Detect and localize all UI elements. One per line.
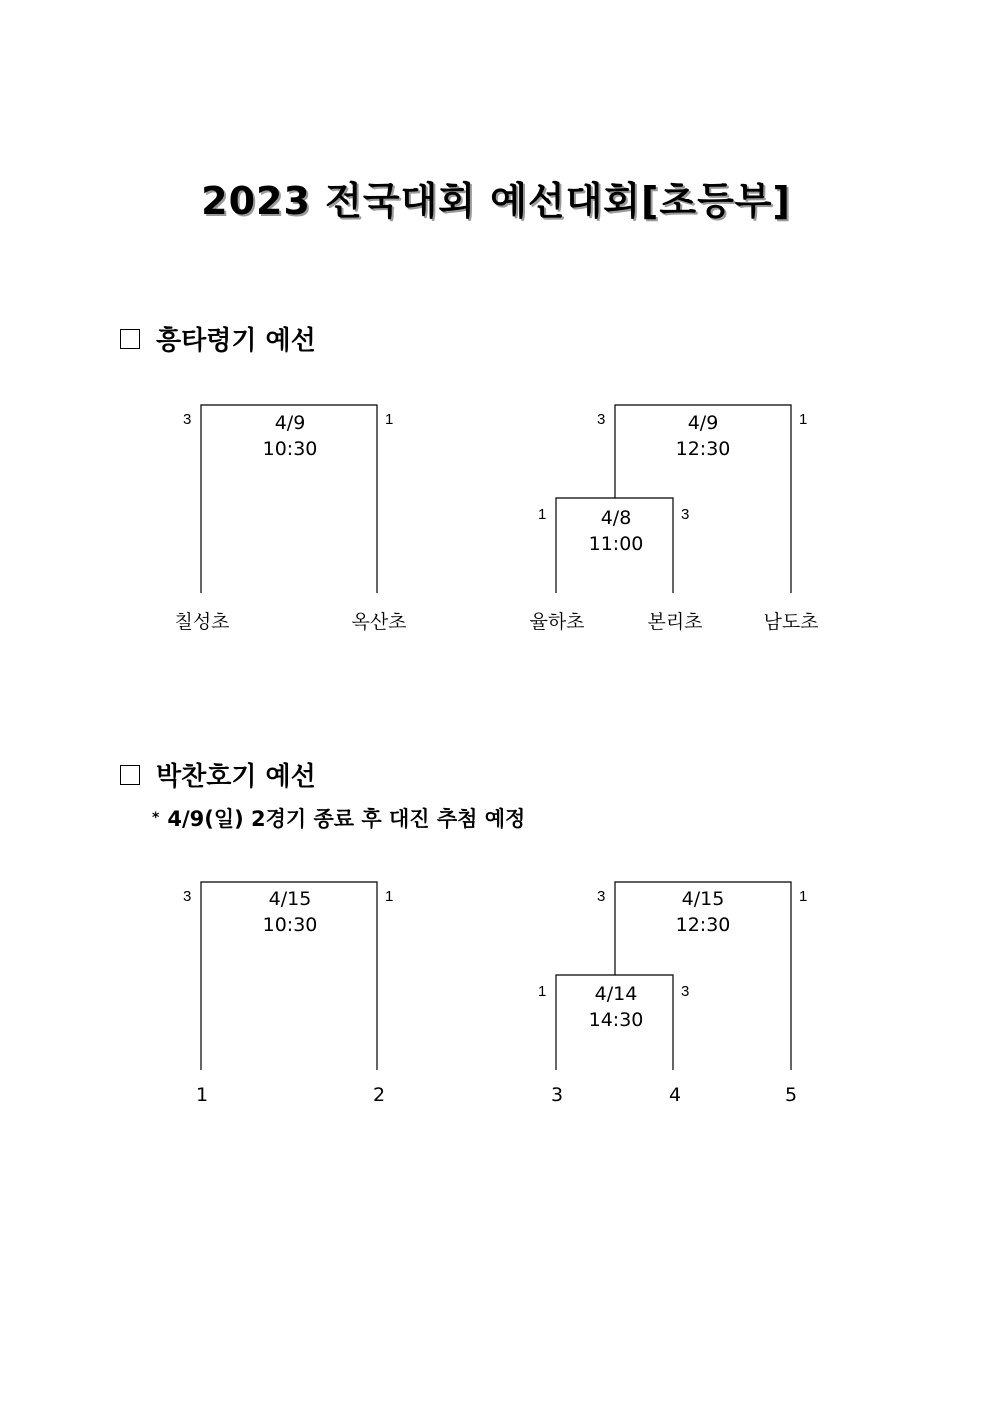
match-time: 12:30 (675, 438, 731, 460)
asterisk-icon: * (152, 810, 160, 826)
score-s2-semi-right: 3 (681, 983, 690, 1000)
score-s2-final-right: 1 (799, 888, 808, 905)
match-s2-final (653, 886, 753, 938)
document-title: 2023 전국대회 예선대회[초등부] (201, 179, 791, 223)
team-label: 1 (195, 1084, 209, 1106)
match-date: 4/9 (274, 412, 306, 434)
match-time: 10:30 (262, 438, 318, 460)
match-date: 4/15 (681, 888, 725, 910)
section-heading-2 (120, 756, 316, 793)
match-time: 10:30 (262, 914, 318, 936)
match-time: 11:00 (588, 533, 644, 555)
section-heading-1 (120, 320, 316, 357)
match-s1-left (240, 410, 340, 462)
team-label: 5 (784, 1084, 798, 1106)
score-s2-left-right: 1 (385, 888, 394, 905)
team-label: 2 (372, 1084, 386, 1106)
score-s1-final-right: 1 (799, 411, 808, 428)
score-s1-semi-left: 1 (538, 506, 547, 523)
team-label: 옥산초 (351, 611, 407, 633)
team-label: 칠성초 (174, 611, 230, 633)
team-label: 4 (668, 1084, 682, 1106)
section-heading-1-text: 흥타령기 예선 (156, 326, 316, 356)
match-s2-left (240, 886, 340, 938)
match-time: 12:30 (675, 914, 731, 936)
match-date: 4/9 (687, 412, 719, 434)
match-s1-final (653, 410, 753, 462)
team-label: 율하초 (529, 611, 585, 633)
team-label: 본리초 (647, 611, 703, 633)
section-heading-2-text: 박찬호기 예선 (156, 762, 316, 792)
section-note (152, 803, 525, 833)
score-s1-left-right: 1 (385, 411, 394, 428)
match-date: 4/15 (268, 888, 312, 910)
team-label: 남도초 (763, 611, 819, 633)
score-s1-left-left: 3 (183, 411, 192, 428)
match-time: 14:30 (588, 1009, 644, 1031)
team-label: 3 (550, 1084, 564, 1106)
section-note-text: 4/9(일) 2경기 종료 후 대진 추첨 예정 (167, 807, 526, 831)
score-s2-semi-left: 1 (538, 983, 547, 1000)
match-date: 4/8 (600, 507, 632, 529)
score-s1-final-left: 3 (597, 411, 606, 428)
match-s2-semi (566, 981, 666, 1033)
checkbox-square-icon (120, 765, 140, 785)
score-s2-left-left: 3 (183, 888, 192, 905)
score-s1-semi-right: 3 (681, 506, 690, 523)
match-s1-semi (566, 505, 666, 557)
checkbox-square-icon (120, 329, 140, 349)
score-s2-final-left: 3 (597, 888, 606, 905)
match-date: 4/14 (594, 983, 638, 1005)
